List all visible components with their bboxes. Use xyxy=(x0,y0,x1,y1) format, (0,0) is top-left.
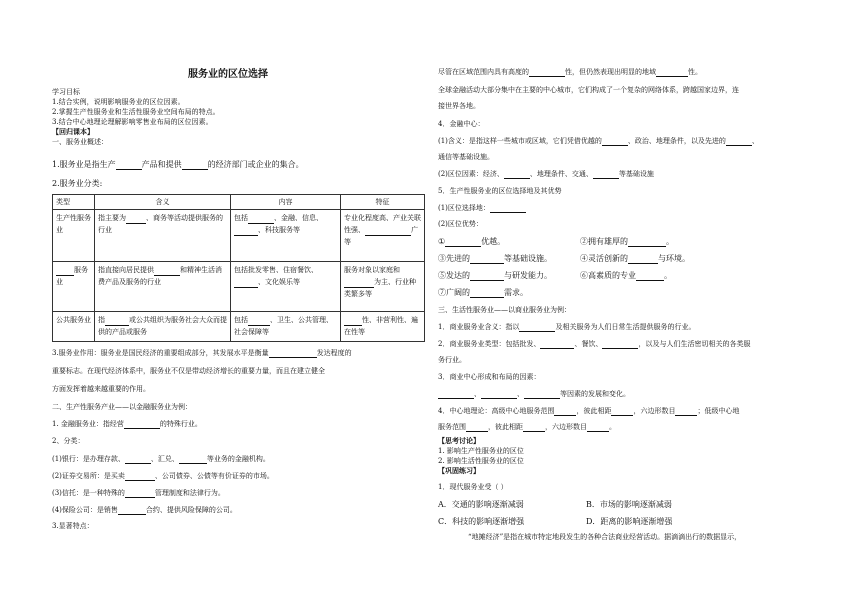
goal-1: 1.结合实例，说明影响服务业的区位因素。 xyxy=(52,98,185,106)
finance-features-heading: 3.显著特点： xyxy=(52,522,94,530)
table-header: 类型 xyxy=(53,195,95,210)
section-2-heading: 二、生产性服务产业——以金融服务业为例： xyxy=(52,403,192,411)
commerce-definition: 1．商业服务业含义：指以 及相关服务为人们日常生活提供服务的行业。 xyxy=(438,323,696,331)
location-choice: (1)区位选择地： xyxy=(438,204,526,213)
producer-service-location-heading: 5．生产性服务业的区位选择地及其优势 xyxy=(438,187,562,195)
table-cell: 包括 、卫生、公共管理、社会保障等 xyxy=(231,312,341,342)
global-finance-line-1: 全球金融活动大部分集中在主要的中心城市，它们构成了一个复杂的网络体系，跨越国家边界，连 xyxy=(438,86,739,94)
discussion-heading: 【思考讨论】 xyxy=(438,437,480,445)
finance-center-definition-2: 通信等基础设施。 xyxy=(438,153,494,161)
practice-question-1: 1．现代服务业受（ ） xyxy=(438,483,508,491)
central-place-theory-2: 服务范围 ，彼此相距 ，六边形数目 。 xyxy=(438,423,616,431)
advantage-1: ① 优越。 xyxy=(438,237,506,246)
table-cell: 指直接向居民提供 和精神生活消费产品及服务的行业 xyxy=(95,262,231,312)
finance-categories-heading: 2、分类： xyxy=(52,437,85,445)
finance-center-definition: (1)含义：是指这样一些城市或区域，它们凭借优越的 、政治、地理条件，以及先进的 、 xyxy=(438,137,759,145)
advantage-4: ④灵活创新的 与环境。 xyxy=(580,254,690,263)
table-cell: 包括批发零售、住宿餐饮、、文化娱乐等 xyxy=(231,262,341,312)
central-place-theory: 4．中心地理论：高级中心地服务范围 ，彼此相距 ，六边形数目 ；低级中心地 xyxy=(438,407,740,415)
discussion-item-2: 2. 影响生活性服务业的区位 xyxy=(438,457,524,465)
advantage-7: ⑦广阔的 需求。 xyxy=(438,288,528,297)
finance-bank: (1)银行：是办理存款、 、汇兑、 等业务的金融机构。 xyxy=(52,455,270,463)
option-b: B．市场的影响逐渐减弱 xyxy=(586,500,672,509)
option-c: C．科技的影响逐渐增强 xyxy=(438,517,525,526)
advantage-3: ③先进的 等基础设施。 xyxy=(438,254,552,263)
advantage-2: ②拥有雄厚的 。 xyxy=(580,237,674,246)
table-cell: 公共服务业 xyxy=(53,312,95,342)
finance-trust: (3)信托：是一种特殊的 管理制度和法律行为。 xyxy=(52,489,225,497)
table-row xyxy=(53,262,425,312)
table-header: 特征 xyxy=(341,195,425,210)
location-advantages-heading: (2)区位优势： xyxy=(438,220,483,228)
review-heading: 【回归课本】 xyxy=(52,128,94,136)
table-cell: 指 或公共组织为服务社会大众而提供的产品或服务 xyxy=(95,312,231,342)
global-finance-line-2: 接世界各地。 xyxy=(438,102,480,110)
table-cell: 服务业 xyxy=(53,262,95,312)
page-title: 服务业的区位选择 xyxy=(188,69,268,80)
finance-definition: 1. 金融服务业：指经营 的特殊行业。 xyxy=(52,420,202,428)
finance-exchange: (2)证券交易所：是买卖 、公司债券、公债等有价证券的市场。 xyxy=(52,472,274,480)
table-row xyxy=(53,210,425,262)
commerce-center-factors: 、 、 等因素的发展和变化。 xyxy=(438,390,630,399)
table-cell: 生产性服务业 xyxy=(53,210,95,262)
table-row xyxy=(53,312,425,342)
table-cell: 指主要为 、商务等活动提供服务的行业 xyxy=(95,210,231,262)
advantage-5: ⑤发达的 与研发能力。 xyxy=(438,271,552,280)
table-header: 内容 xyxy=(231,195,341,210)
commerce-center-heading: 3．商业中心形成和布局的因素： xyxy=(438,373,541,381)
table-cell: 专业化程度高、产业关联性强、 广等 xyxy=(341,210,425,262)
table-cell: 性、非营利性、遍在性等 xyxy=(341,312,425,342)
goals-heading: 学习目标 xyxy=(52,88,80,96)
service-classification-table xyxy=(52,194,425,342)
discussion-item-1: 1. 影响生产性服务业的区位 xyxy=(438,447,524,455)
question-3-line-2: 重要标志。在现代经济体系中，服务业不仅是带动经济增长的重要力量，而且在建立健全 xyxy=(52,367,325,375)
section-3-heading: 三、生活性服务业——以商业服务业为例： xyxy=(438,306,571,314)
finance-insurance: (4)保险公司：是销售 合约、提供风险保障的公司。 xyxy=(52,506,237,514)
goal-2: 2.掌握生产性服务业和生活性服务业空间布局的特点。 xyxy=(52,108,220,116)
option-d: D．距离的影响逐渐增强 xyxy=(586,517,673,526)
commerce-types: 2．商业服务业类型：包括批发、 、餐饮、 ，以及与人们生活密切相关的各类服 xyxy=(438,340,751,348)
finance-features-text: 尽管在区域范围内具有高度的 性，但仍然表现出明显的地域 性。 xyxy=(438,68,702,76)
question-3-line-1: 3.服务业作用：服务业是国民经济的重要组成部分，其发展水平是衡量 发达程度的 xyxy=(52,349,352,357)
table-cell: 包括 、金融、信息、、科技服务等 xyxy=(231,210,341,262)
question-3-line-3: 方面发挥着越来越重要的作用。 xyxy=(52,385,150,393)
section-1-heading: 一、服务业概述： xyxy=(52,138,108,146)
table-cell: 服务对象以家庭和为主、行业种类繁多等 xyxy=(341,262,425,312)
table-header: 含义 xyxy=(95,195,231,210)
finance-center-heading: 4．金融中心： xyxy=(438,120,485,128)
table-header-row xyxy=(53,195,425,210)
goal-3: 3.结合中心地理论理解影响零售业布局的区位因素。 xyxy=(52,118,213,126)
practice-heading: 【巩固练习】 xyxy=(438,467,480,475)
commerce-types-2: 务行业。 xyxy=(438,356,466,364)
question-2: 2.服务业分类: xyxy=(52,179,103,188)
finance-center-factors: (2)区位因素：经济、 、地理条件、交通、 等基础设施 xyxy=(438,170,654,178)
street-economy-passage: “地摊经济”是指在城市特定地段发生的各种合法商业经营活动。据滴滴出行的数据显示， xyxy=(468,533,742,541)
advantage-6: ⑥高素质的专业 。 xyxy=(580,271,672,280)
option-a: A．交通的影响逐渐减弱 xyxy=(438,500,524,509)
question-1: 1.服务业是指生产 产品和提供 的经济部门或企业的集合。 xyxy=(52,160,304,169)
